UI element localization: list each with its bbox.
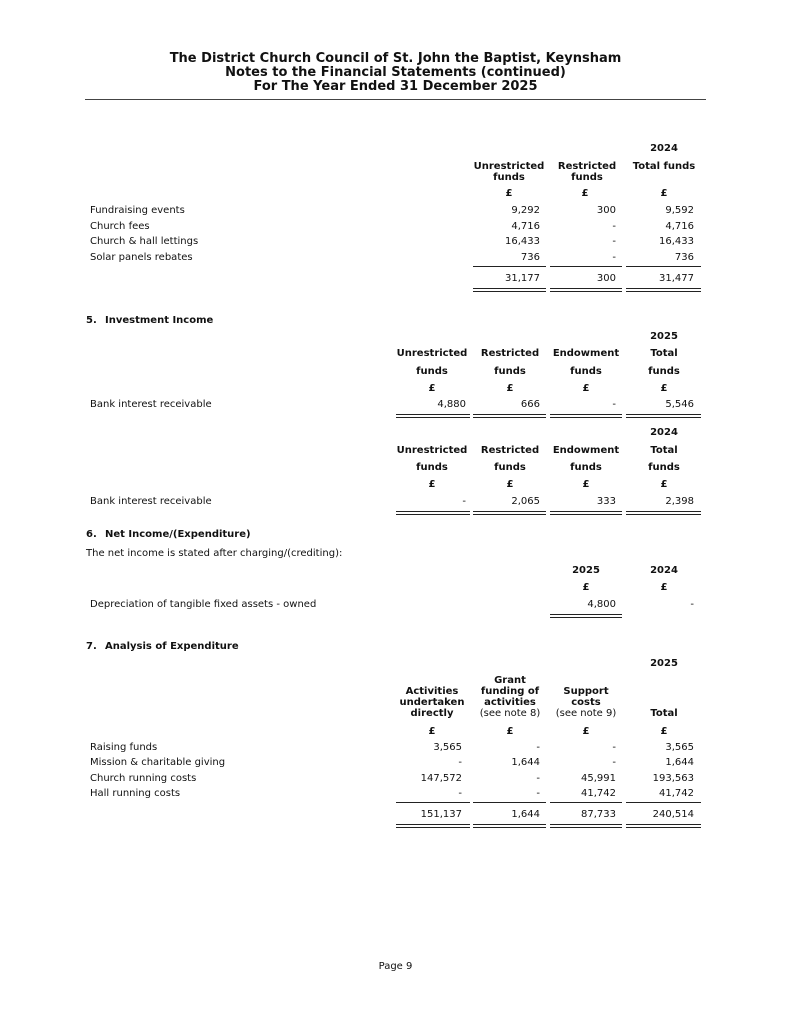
col-funds: funds	[570, 366, 602, 377]
section-number: 6.	[86, 529, 97, 540]
col-2024: 2024	[650, 565, 678, 576]
year-heading: 2025	[650, 658, 678, 669]
col-unrestricted: Unrestricted	[396, 348, 468, 359]
row-label: Bank interest receivable	[90, 496, 212, 507]
total-double-rule	[473, 414, 546, 418]
currency-symbol: £	[428, 383, 436, 394]
cell-grant: 1,644	[511, 757, 540, 768]
col-funds: funds	[648, 366, 680, 377]
row-label: Hall running costs	[90, 788, 181, 799]
col-activities: Activities undertaken directly	[399, 686, 465, 719]
row-label: Fundraising events	[90, 205, 185, 216]
total-double-rule	[473, 288, 546, 292]
cell-support: -	[612, 742, 616, 753]
cell-restricted: -	[612, 236, 616, 247]
cell-support: 41,742	[581, 788, 616, 799]
cell-restricted: 666	[520, 399, 540, 410]
subtotal-rule	[473, 802, 546, 803]
row-label: Church running costs	[90, 773, 197, 784]
year-heading: 2025	[650, 331, 678, 342]
cell-restricted: -	[612, 252, 616, 263]
total-double-rule	[473, 824, 546, 828]
col-restricted: Restricted	[480, 445, 540, 456]
cell-restricted: 2,065	[511, 496, 540, 507]
section-intro: The net income is stated after charging/(crediting):	[86, 548, 343, 559]
cell-endowment: 333	[596, 496, 616, 507]
cell-total: 736	[674, 252, 694, 263]
report-title: The District Church Council of St. John the Baptist, Keynsham	[169, 51, 622, 66]
cell-grant: -	[536, 788, 540, 799]
currency-symbol: £	[582, 479, 590, 490]
cell-activities: 3,565	[433, 742, 462, 753]
cell-activities: -	[458, 757, 462, 768]
currency-symbol: £	[660, 188, 668, 199]
total-double-rule	[626, 414, 701, 418]
cell-endowment: -	[612, 399, 616, 410]
total-double-rule	[396, 824, 470, 828]
cell-unrestricted: 4,716	[511, 221, 540, 232]
cell-total: 193,563	[652, 773, 694, 784]
subtotal-rule	[396, 802, 470, 803]
total-double-rule	[626, 511, 701, 515]
total-double-rule	[473, 511, 546, 515]
col-endowment: Endowment	[552, 445, 620, 456]
total-double-rule	[626, 288, 701, 292]
currency-symbol: £	[582, 726, 590, 737]
row-label: Depreciation of tangible fixed assets - owned	[90, 599, 317, 610]
subtotal-rule	[473, 266, 546, 267]
subtotal-rule	[550, 802, 622, 803]
currency-symbol: £	[660, 479, 668, 490]
currency-symbol: £	[505, 188, 513, 199]
cell-restricted: -	[612, 221, 616, 232]
total-double-rule	[626, 824, 701, 828]
col-funds: funds	[416, 366, 448, 377]
row-label: Church fees	[90, 221, 150, 232]
section-title: Analysis of Expenditure	[105, 641, 239, 652]
cell-activities: -	[458, 788, 462, 799]
subtotal-rule	[626, 266, 701, 267]
currency-symbol: £	[660, 383, 668, 394]
cell-total: 3,565	[665, 742, 694, 753]
col-unrestricted-funds: Unrestricted funds	[473, 161, 545, 183]
total-double-rule	[396, 414, 470, 418]
col-restricted-funds: Restricted funds	[557, 161, 617, 183]
cell-total: 5,546	[665, 399, 694, 410]
col-funds: funds	[648, 462, 680, 473]
cell-restricted: 300	[596, 205, 616, 216]
row-label: Mission & charitable giving	[90, 757, 226, 768]
row-label: Church & hall lettings	[90, 236, 199, 247]
cell-activities: 147,572	[420, 773, 462, 784]
currency-symbol: £	[428, 479, 436, 490]
col-unrestricted: Unrestricted	[396, 445, 468, 456]
cell-2025: 4,800	[587, 599, 616, 610]
total-double-rule	[550, 414, 622, 418]
col-2025: 2025	[572, 565, 600, 576]
cell-total: 16,433	[659, 236, 694, 247]
col-support-note: (see note 9)	[555, 708, 617, 719]
col-total-funds: Total funds	[632, 161, 696, 172]
row-label: Raising funds	[90, 742, 158, 753]
col-restricted: Restricted	[480, 348, 540, 359]
header-rule	[85, 99, 706, 100]
col-endowment: Endowment	[552, 348, 620, 359]
section-number: 7.	[86, 641, 97, 652]
cell-unrestricted: -	[462, 496, 466, 507]
col-total: Total	[650, 708, 678, 719]
col-funds: funds	[416, 462, 448, 473]
col-funds: funds	[570, 462, 602, 473]
currency-symbol: £	[581, 188, 589, 199]
total-double-rule	[550, 288, 622, 292]
cell-2024: -	[690, 599, 694, 610]
cell-unrestricted: 736	[520, 252, 540, 263]
total-total: 240,514	[652, 809, 694, 820]
currency-symbol: £	[428, 726, 436, 737]
col-support: Support costs	[563, 686, 609, 708]
total-restricted: 300	[596, 273, 616, 284]
cell-unrestricted: 16,433	[505, 236, 540, 247]
subtotal-rule	[550, 266, 622, 267]
total-grant: 1,644	[511, 809, 540, 820]
col-funds: funds	[494, 462, 526, 473]
currency-symbol: £	[506, 726, 514, 737]
total-support: 87,733	[581, 809, 616, 820]
cell-total: 9,592	[665, 205, 694, 216]
subtotal-rule	[626, 802, 701, 803]
total-double-rule	[396, 511, 470, 515]
year-heading: 2024	[650, 143, 678, 154]
section-title: Investment Income	[105, 315, 214, 326]
cell-grant: -	[536, 773, 540, 784]
section-number: 5.	[86, 315, 97, 326]
total-double-rule	[550, 614, 622, 618]
cell-total: 41,742	[659, 788, 694, 799]
currency-symbol: £	[582, 582, 590, 593]
cell-total: 4,716	[665, 221, 694, 232]
cell-support: -	[612, 757, 616, 768]
total-unrestricted: 31,177	[505, 273, 540, 284]
row-label: Bank interest receivable	[90, 399, 212, 410]
cell-support: 45,991	[581, 773, 616, 784]
col-funds: funds	[494, 366, 526, 377]
page-number: Page 9	[378, 961, 413, 972]
row-label: Solar panels rebates	[90, 252, 193, 263]
currency-symbol: £	[506, 479, 514, 490]
report-subtitle: Notes to the Financial Statements (continued)	[225, 65, 566, 80]
col-grant: Grant funding of activities	[480, 675, 540, 708]
total-double-rule	[550, 511, 622, 515]
cell-grant: -	[536, 742, 540, 753]
cell-unrestricted: 4,880	[437, 399, 466, 410]
currency-symbol: £	[660, 582, 668, 593]
currency-symbol: £	[582, 383, 590, 394]
col-grant-note: (see note 8)	[479, 708, 541, 719]
cell-total: 2,398	[665, 496, 694, 507]
total-total: 31,477	[659, 273, 694, 284]
cell-unrestricted: 9,292	[511, 205, 540, 216]
report-period: For The Year Ended 31 December 2025	[253, 79, 538, 94]
col-total: Total	[650, 445, 678, 456]
total-activities: 151,137	[420, 809, 462, 820]
col-total: Total	[650, 348, 678, 359]
currency-symbol: £	[506, 383, 514, 394]
section-title: Net Income/(Expenditure)	[105, 529, 251, 540]
currency-symbol: £	[660, 726, 668, 737]
year-heading: 2024	[650, 427, 678, 438]
cell-total: 1,644	[665, 757, 694, 768]
total-double-rule	[550, 824, 622, 828]
